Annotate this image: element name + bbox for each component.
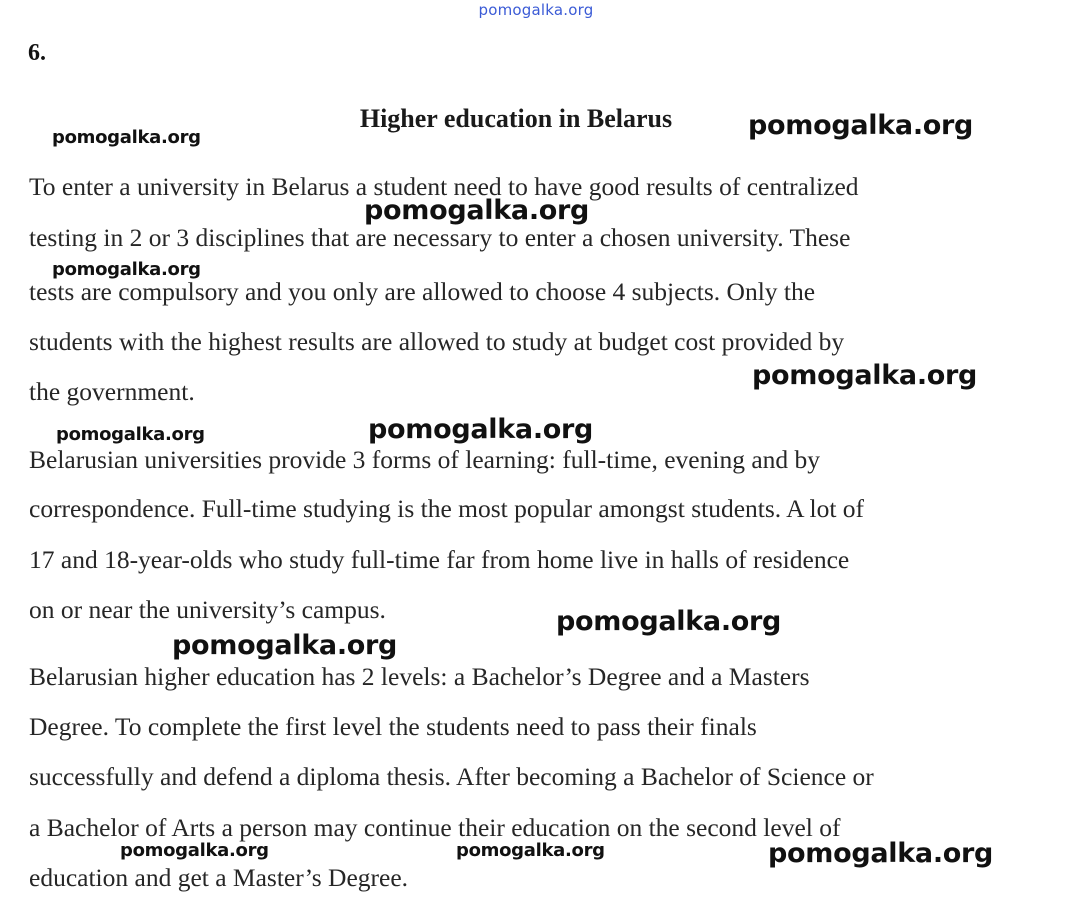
site-link[interactable]: pomogalka.org	[478, 1, 594, 19]
paragraph-line: testing in 2 or 3 disciplines that are necessary to enter a chosen university. These	[29, 223, 851, 252]
watermark: pomogalka.org	[52, 259, 201, 280]
paragraph-line: To enter a university in Belarus a student need to have good results of centralized	[29, 172, 859, 201]
watermark: pomogalka.org	[748, 110, 974, 141]
paragraph-line: education and get a Master’s Degree.	[29, 863, 409, 892]
watermark: pomogalka.org	[172, 630, 398, 661]
paragraph-line: the government.	[29, 377, 195, 406]
watermark: pomogalka.org	[364, 195, 590, 226]
paragraph-line: students with the highest results are allowed to study at budget cost provided by	[29, 327, 845, 356]
paragraph-line: a Bachelor of Arts a person may continue their education on the second level of	[29, 813, 841, 842]
watermark: pomogalka.org	[120, 840, 269, 861]
paragraph-line: on or near the university’s campus.	[29, 595, 386, 624]
watermark: pomogalka.org	[368, 414, 594, 445]
paragraph-line: Degree. To complete the first level the students need to pass their finals	[29, 712, 757, 741]
paragraph-line: Belarusian universities provide 3 forms of learning: full-time, evening and by	[29, 445, 821, 474]
watermark: pomogalka.org	[752, 360, 978, 391]
paragraph-line: 17 and 18-year-olds who study full-time far from home live in halls of residence	[29, 545, 850, 574]
watermark: pomogalka.org	[456, 840, 605, 861]
watermark: pomogalka.org	[556, 606, 782, 637]
watermark: pomogalka.org	[768, 838, 994, 869]
document-title: Higher education in Belarus	[359, 104, 673, 133]
paragraph-line: successfully and defend a diploma thesis. After becoming a Bachelor of Science or	[29, 762, 874, 791]
watermark: pomogalka.org	[52, 127, 201, 148]
paragraph-line: Belarusian higher education has 2 levels: a Bachelor’s Degree and a Masters	[29, 662, 810, 691]
watermark: pomogalka.org	[56, 424, 205, 445]
paragraph-line: tests are compulsory and you only are allowed to choose 4 subjects. Only the	[29, 277, 816, 306]
paragraph-line: correspondence. Full-time studying is the most popular amongst students. A lot of	[29, 494, 865, 523]
task-number: 6.	[28, 40, 46, 66]
